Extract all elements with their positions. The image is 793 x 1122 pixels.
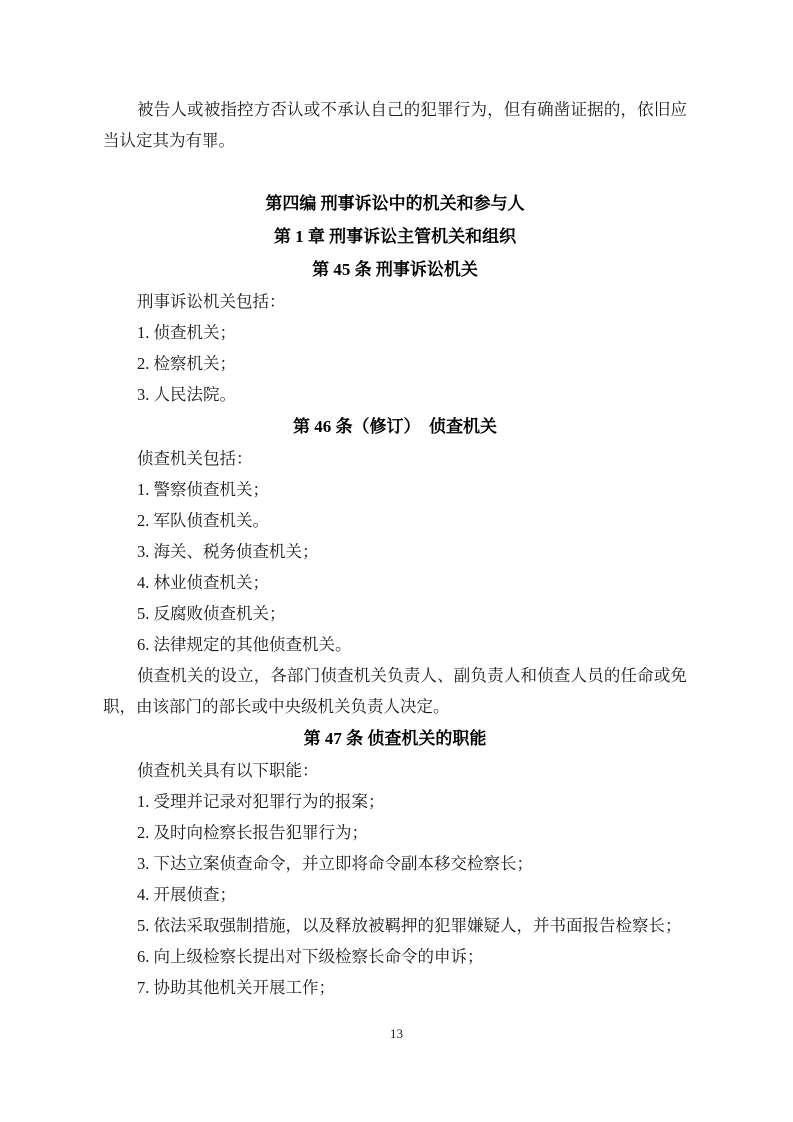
article-46-item: 5. 反腐败侦查机关； [137, 604, 286, 623]
article-46-item: 6. 法律规定的其他侦查机关。 [137, 635, 352, 654]
article-46-item: 2. 军队侦查机关。 [137, 511, 269, 530]
article-45-item: 1. 侦查机关； [137, 323, 236, 342]
page-number: 13 [390, 1026, 403, 1041]
article-47-item: 7. 协助其他机关开展工作； [137, 978, 335, 997]
article-45-item: 2. 检察机关； [137, 354, 236, 373]
document-content [103, 94, 687, 1003]
article-47-lead: 侦查机关具有以下职能： [137, 761, 319, 780]
intro-paragraph: 被告人或被指控方否认或不承认自己的犯罪行为，但有确凿证据的，依旧应当认定其为有罪。 [103, 100, 687, 150]
article-46-closing-paragraph: 侦查机关的设立，各部门侦查机关负责人、副负责人和侦查人员的任命或免职，由该部门的部长或中央级机关负责人决定。 [103, 666, 687, 716]
chapter-heading: 第 1 章 刑事诉讼主管机关和组织 [273, 227, 517, 246]
article-46-item: 1. 警察侦查机关； [137, 480, 269, 499]
article-45-heading: 第 45 条 刑事诉讼机关 [312, 260, 478, 279]
article-47-item: 1. 受理并记录对犯罪行为的报案； [137, 792, 385, 811]
article-47-item: 3. 下达立案侦查命令，并立即将命令副本移交检察长； [137, 854, 533, 873]
article-47-item: 4. 开展侦查； [137, 885, 236, 904]
article-46-lead: 侦查机关包括： [137, 449, 253, 468]
article-46-item: 4. 林业侦查机关； [137, 573, 269, 592]
article-47-item: 5. 依法采取强制措施，以及释放被羁押的犯罪嫌疑人，并书面报告检察长； [137, 916, 682, 935]
part-heading: 第四编 刑事诉讼中的机关和参与人 [265, 194, 525, 213]
article-46-heading: 第 46 条（修订） 侦查机关 [293, 417, 497, 436]
article-45-lead: 刑事诉讼机关包括： [137, 292, 286, 311]
article-46-item: 3. 海关、税务侦查机关； [137, 542, 319, 561]
article-47-heading: 第 47 条 侦查机关的职能 [303, 729, 487, 748]
article-45-item: 3. 人民法院。 [137, 385, 236, 404]
article-47-item: 2. 及时向检察长报告犯罪行为； [137, 823, 368, 842]
article-47-item: 6. 向上级检察长提出对下级检察长命令的申诉； [137, 947, 484, 966]
